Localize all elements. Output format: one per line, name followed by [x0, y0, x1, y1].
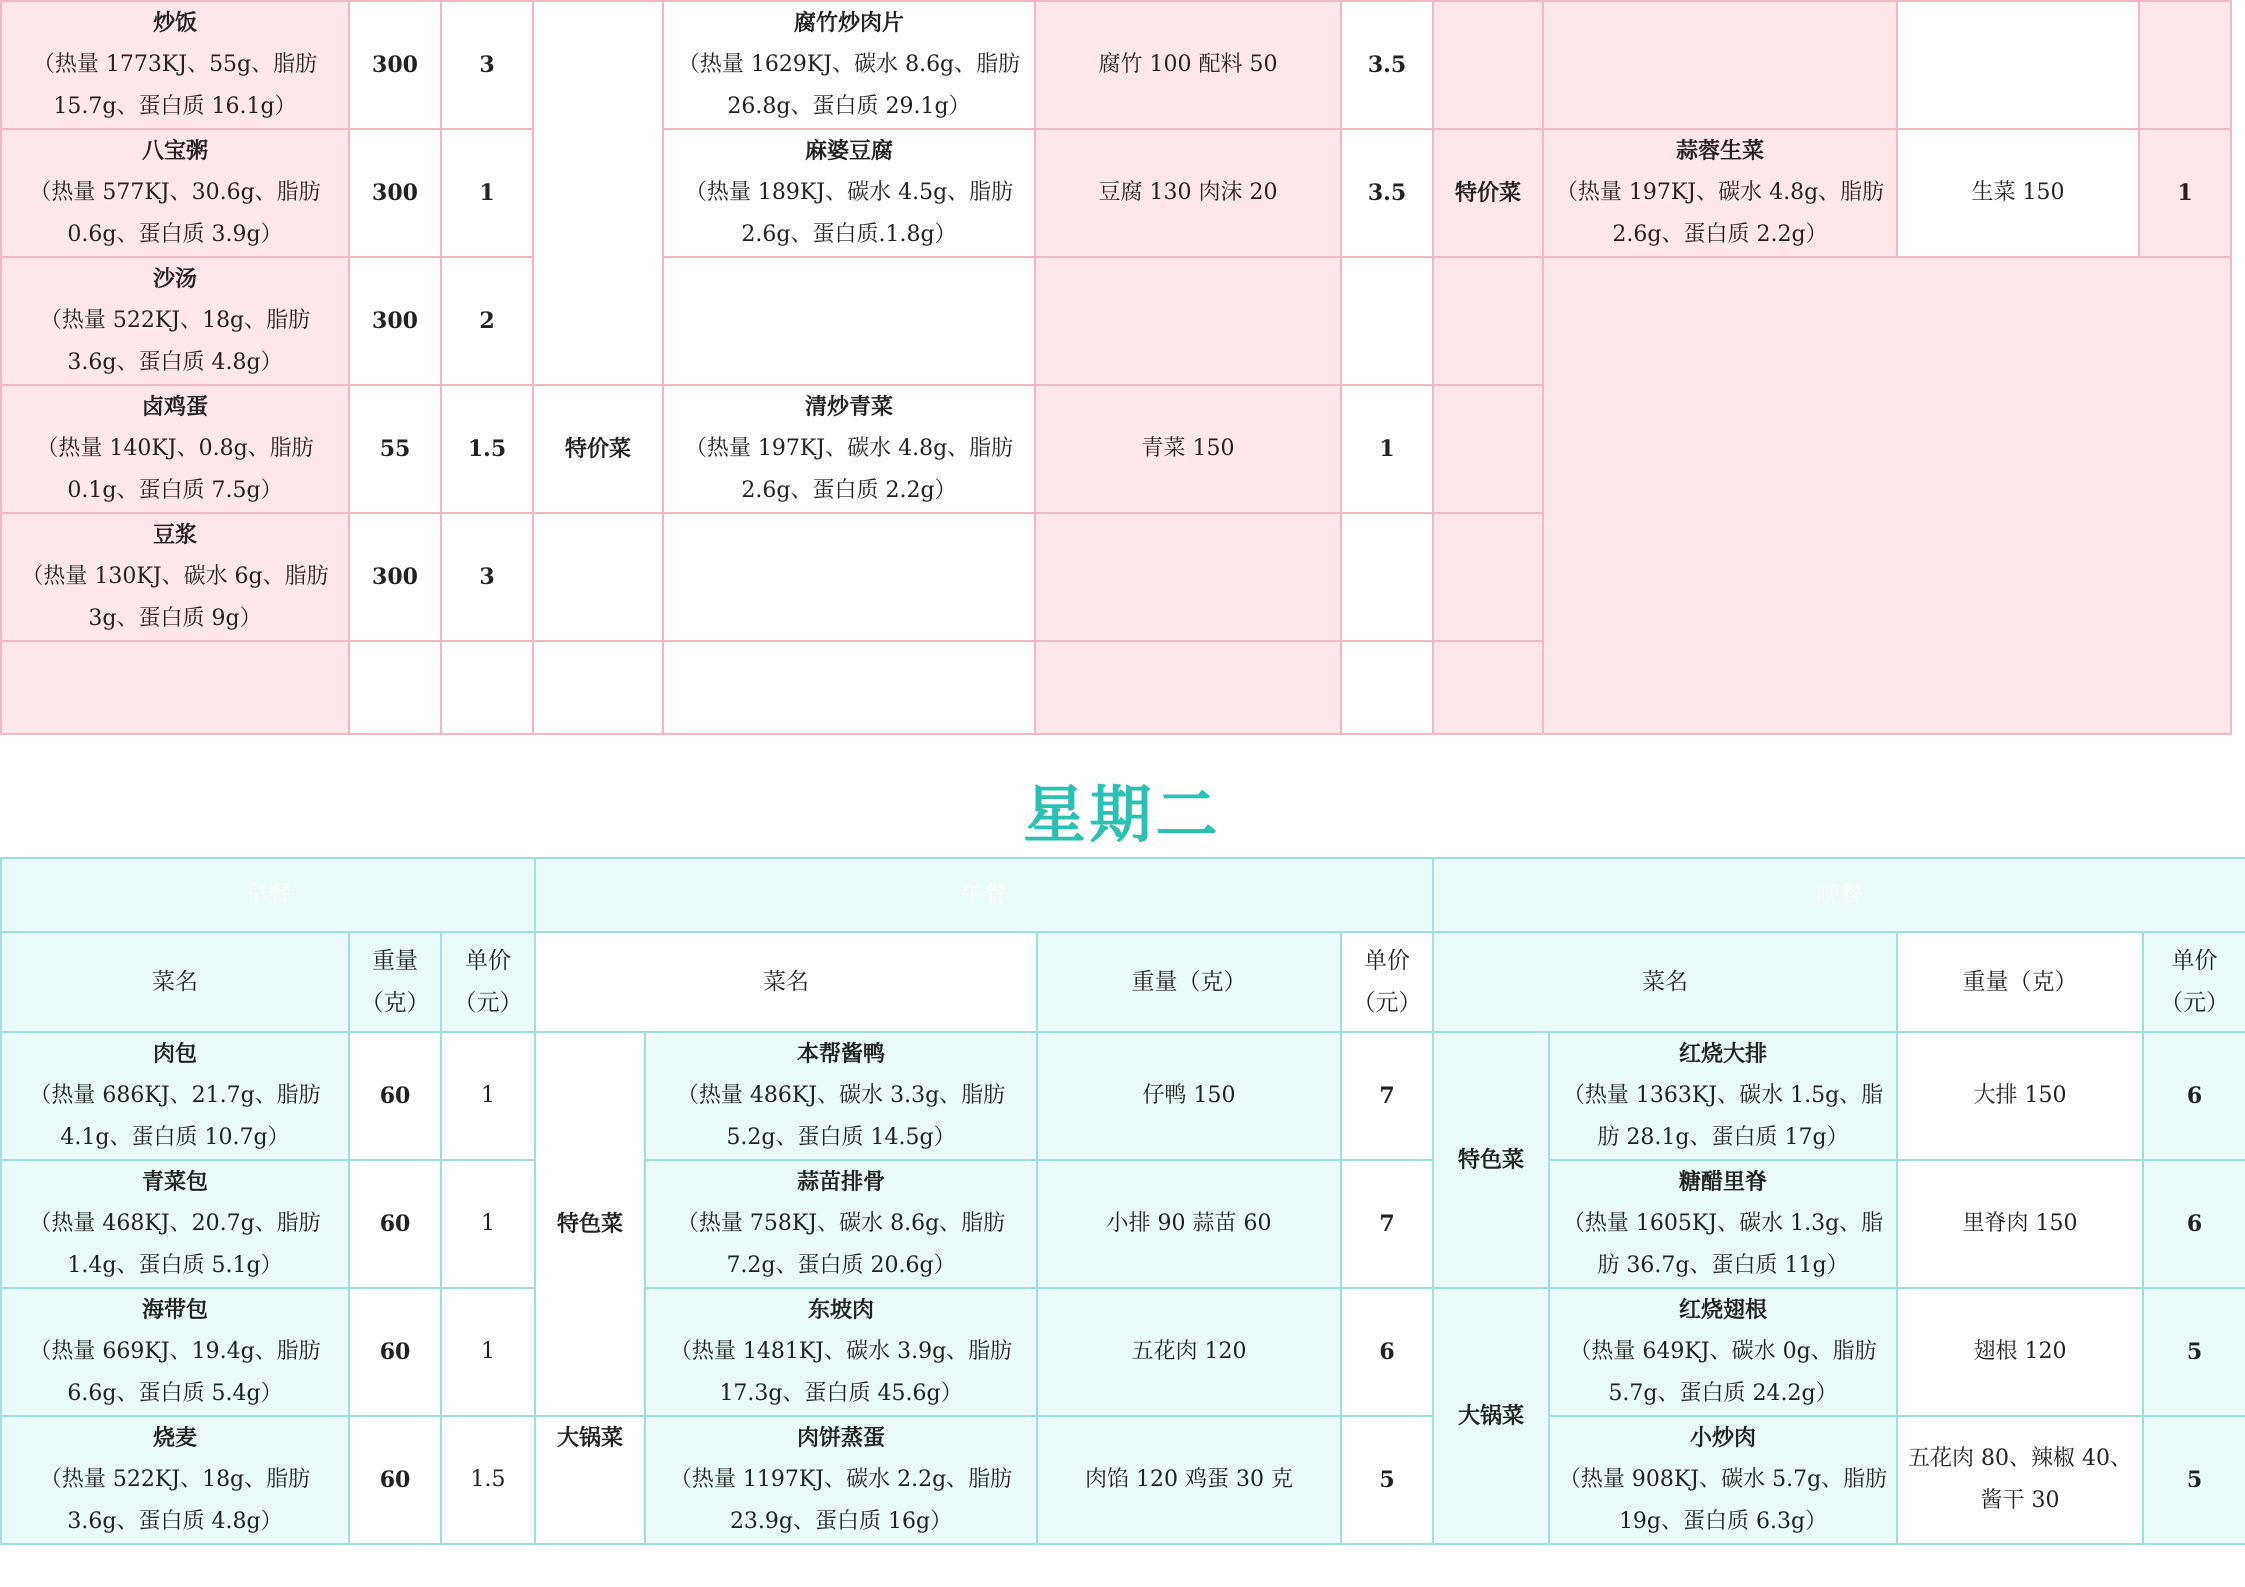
lunch-price-empty — [1341, 641, 1433, 734]
dinner-category-empty — [1433, 641, 1543, 734]
col-price: 单价（元） — [1341, 932, 1433, 1032]
breakfast-weight: 60 — [349, 1416, 441, 1544]
dish-name: 糖醋里脊 — [1679, 1169, 1768, 1195]
lunch-price: 5 — [1341, 1416, 1433, 1544]
dinner-category-empty — [1433, 257, 1543, 385]
table-row — [1, 1416, 2245, 1544]
nutrition-info: （热量 197KJ、碳水 4.8g、脂肪 2.6g、蛋白质 2.2g） — [1555, 180, 1885, 247]
dish-name: 蒜蓉生菜 — [1675, 138, 1764, 164]
column-header-row — [1, 932, 2245, 1032]
nutrition-info: （热量 197KJ、碳水 4.8g、脂肪 2.6g、蛋白质 2.2g） — [684, 436, 1014, 503]
lunch-price: 7 — [1341, 1032, 1433, 1160]
dish-name: 豆浆 — [152, 522, 197, 548]
lunch-dish-empty — [663, 641, 1035, 734]
dish-name: 肉饼蒸蛋 — [797, 1425, 886, 1451]
table-row — [1, 1032, 2245, 1160]
breakfast-price: 1 — [441, 1032, 535, 1160]
lunch-header: 午餐 — [535, 858, 1433, 932]
breakfast-dish — [1, 1032, 349, 1160]
lunch-dish-empty — [663, 513, 1035, 641]
lunch-category: 特色菜 — [535, 1032, 645, 1416]
breakfast-price: 1.5 — [441, 385, 533, 513]
lunch-weight: 肉馅 120 鸡蛋 30 克 — [1037, 1416, 1341, 1544]
dinner-weight: 翅根 120 — [1897, 1288, 2143, 1416]
breakfast-weight: 300 — [349, 129, 441, 257]
breakfast-dish — [1, 257, 349, 385]
col-dish: 菜名 — [535, 932, 1037, 1032]
lunch-weight-empty — [1035, 641, 1341, 734]
nutrition-info: （热量 189KJ、碳水 4.5g、脂肪 2.6g、蛋白质.1.8g） — [684, 180, 1014, 247]
lunch-dish — [645, 1416, 1037, 1544]
lunch-dish — [645, 1032, 1037, 1160]
lunch-dish — [645, 1160, 1037, 1288]
breakfast-weight: 300 — [349, 513, 441, 641]
dinner-category: 大锅菜 — [1433, 1288, 1549, 1544]
breakfast-price: 2 — [441, 257, 533, 385]
dinner-dish — [1543, 129, 1897, 257]
dinner-category: 特色菜 — [1433, 1032, 1549, 1288]
breakfast-weight: 60 — [349, 1032, 441, 1160]
breakfast-dish — [1, 129, 349, 257]
dish-name: 海带包 — [141, 1297, 208, 1323]
dinner-price: 6 — [2143, 1160, 2245, 1288]
breakfast-price: 1.5 — [441, 1416, 535, 1544]
day-title: 星期二 — [1023, 778, 1222, 851]
dish-name: 八宝粥 — [141, 138, 208, 164]
breakfast-header: 早餐 — [1, 858, 535, 932]
nutrition-info: （热量 522KJ、18g、脂肪 3.6g、蛋白质 4.8g） — [39, 308, 311, 375]
nutrition-info: （热量 908KJ、碳水 5.7g、脂肪 19g、蛋白质 6.3g） — [1558, 1467, 1888, 1534]
nutrition-info: （热量 1629KJ、碳水 8.6g、脂肪 26.8g、蛋白质 29.1g） — [677, 52, 1021, 119]
col-price: 单价（元） — [441, 932, 535, 1032]
nutrition-info: （热量 1197KJ、碳水 2.2g、脂肪 23.9g、蛋白质 16g） — [669, 1467, 1013, 1534]
dish-name: 炒饭 — [152, 10, 197, 36]
dish-name: 红烧翅根 — [1679, 1297, 1768, 1323]
dish-name: 清炒青菜 — [804, 394, 893, 420]
dinner-header: 晚餐 — [1433, 858, 2245, 932]
lunch-price-empty — [1341, 513, 1433, 641]
dinner-empty-area — [1543, 257, 2231, 734]
breakfast-dish-empty — [1, 641, 349, 734]
lunch-weight-empty — [1035, 513, 1341, 641]
nutrition-info: （热量 140KJ、0.8g、脂肪 0.1g、蛋白质 7.5g） — [36, 436, 314, 503]
nutrition-info: （热量 669KJ、19.4g、脂肪 6.6g、蛋白质 5.4g） — [29, 1339, 321, 1406]
breakfast-dish — [1, 1416, 349, 1544]
monday-menu-table — [0, 0, 2232, 735]
dinner-dish — [1549, 1288, 1897, 1416]
table-row — [1, 257, 2231, 385]
lunch-price: 7 — [1341, 1160, 1433, 1288]
dinner-category: 特价菜 — [1433, 129, 1543, 257]
dish-name: 腐竹炒肉片 — [793, 10, 904, 36]
dish-name: 卤鸡蛋 — [141, 394, 208, 420]
lunch-price: 6 — [1341, 1288, 1433, 1416]
breakfast-price: 1 — [441, 1288, 535, 1416]
dish-name: 小炒肉 — [1690, 1425, 1757, 1451]
nutrition-info: （热量 649KJ、碳水 0g、脂肪 5.7g、蛋白质 24.2g） — [1569, 1339, 1877, 1406]
lunch-category: 特价菜 — [533, 385, 663, 513]
breakfast-weight: 55 — [349, 385, 441, 513]
dinner-category-empty — [1433, 385, 1543, 513]
lunch-category-empty — [533, 641, 663, 734]
dinner-price: 5 — [2143, 1416, 2245, 1544]
breakfast-weight: 300 — [349, 257, 441, 385]
nutrition-info: （热量 1773KJ、55g、脂肪 15.7g、蛋白质 16.1g） — [32, 52, 318, 119]
breakfast-price: 1 — [441, 1160, 535, 1288]
breakfast-dish — [1, 385, 349, 513]
tuesday-menu-table — [0, 857, 2245, 1545]
nutrition-info: （热量 522KJ、18g、脂肪 3.6g、蛋白质 4.8g） — [39, 1467, 311, 1534]
table-row — [1, 129, 2231, 257]
breakfast-price-empty — [441, 641, 533, 734]
lunch-weight-empty — [1035, 257, 1341, 385]
dish-name: 东坡肉 — [808, 1297, 875, 1323]
dinner-price-empty — [2139, 1, 2231, 129]
dish-name: 红烧大排 — [1679, 1041, 1768, 1067]
breakfast-price: 1 — [441, 129, 533, 257]
lunch-dish-empty — [663, 257, 1035, 385]
lunch-dish — [645, 1288, 1037, 1416]
col-price: 单价（元） — [2143, 932, 2245, 1032]
lunch-price: 3.5 — [1341, 129, 1433, 257]
breakfast-weight: 300 — [349, 1, 441, 129]
lunch-dish — [663, 385, 1035, 513]
breakfast-weight-empty — [349, 641, 441, 734]
col-weight: 重量（克） — [1897, 932, 2143, 1032]
breakfast-dish — [1, 1288, 349, 1416]
col-weight: 重量（克） — [1037, 932, 1341, 1032]
lunch-category: 大锅菜 — [535, 1416, 645, 1544]
breakfast-dish — [1, 1160, 349, 1288]
nutrition-info: （热量 1481KJ、碳水 3.9g、脂肪 17.3g、蛋白质 45.6g） — [669, 1339, 1013, 1406]
dinner-dish — [1549, 1032, 1897, 1160]
lunch-dish — [663, 129, 1035, 257]
dinner-weight-empty — [1897, 1, 2139, 129]
dinner-weight: 五花肉 80、辣椒 40、酱干 30 — [1897, 1416, 2143, 1544]
dinner-price: 1 — [2139, 129, 2231, 257]
dinner-weight: 大排 150 — [1897, 1032, 2143, 1160]
dish-name: 蒜苗排骨 — [797, 1169, 886, 1195]
lunch-weight: 腐竹 100 配料 50 — [1035, 1, 1341, 129]
col-weight: 重量（克） — [349, 932, 441, 1032]
col-dish: 菜名 — [1433, 932, 1897, 1032]
lunch-price-empty — [1341, 257, 1433, 385]
nutrition-info: （热量 130KJ、碳水 6g、脂肪 3g、蛋白质 9g） — [21, 564, 329, 631]
nutrition-info: （热量 468KJ、20.7g、脂肪 1.4g、蛋白质 5.1g） — [29, 1211, 321, 1278]
lunch-weight: 小排 90 蒜苗 60 — [1037, 1160, 1341, 1288]
dish-name: 本帮酱鸭 — [797, 1041, 886, 1067]
dinner-dish-empty — [1543, 1, 1897, 129]
lunch-weight: 五花肉 120 — [1037, 1288, 1341, 1416]
nutrition-info: （热量 1605KJ、碳水 1.3g、脂肪 36.7g、蛋白质 11g） — [1562, 1211, 1884, 1278]
breakfast-dish — [1, 1, 349, 129]
nutrition-info: （热量 486KJ、碳水 3.3g、脂肪 5.2g、蛋白质 14.5g） — [676, 1083, 1006, 1150]
table-row — [1, 1160, 2245, 1288]
lunch-category-empty — [533, 513, 663, 641]
lunch-price: 3.5 — [1341, 1, 1433, 129]
nutrition-info: （热量 577KJ、30.6g、脂肪 0.6g、蛋白质 3.9g） — [29, 180, 321, 247]
dish-name: 青菜包 — [141, 1169, 208, 1195]
dinner-price: 6 — [2143, 1032, 2245, 1160]
lunch-weight: 仔鸭 150 — [1037, 1032, 1341, 1160]
nutrition-info: （热量 758KJ、碳水 8.6g、脂肪 7.2g、蛋白质 20.6g） — [676, 1211, 1006, 1278]
lunch-weight: 豆腐 130 肉沫 20 — [1035, 129, 1341, 257]
lunch-category-empty — [533, 1, 663, 385]
breakfast-price: 3 — [441, 513, 533, 641]
dinner-category-empty — [1433, 1, 1543, 129]
table-row — [1, 1288, 2245, 1416]
breakfast-weight: 60 — [349, 1160, 441, 1288]
breakfast-dish — [1, 513, 349, 641]
lunch-price: 1 — [1341, 385, 1433, 513]
table-row — [1, 1, 2231, 129]
nutrition-info: （热量 1363KJ、碳水 1.5g、脂肪 28.1g、蛋白质 17g） — [1562, 1083, 1884, 1150]
dish-name: 烧麦 — [152, 1425, 197, 1451]
meal-header-row — [1, 858, 2245, 932]
col-dish: 菜名 — [1, 932, 349, 1032]
dinner-dish — [1549, 1160, 1897, 1288]
dish-name: 沙汤 — [152, 266, 197, 292]
breakfast-price: 3 — [441, 1, 533, 129]
dish-name: 肉包 — [152, 1041, 197, 1067]
dinner-price: 5 — [2143, 1288, 2245, 1416]
lunch-dish — [663, 1, 1035, 129]
dinner-dish — [1549, 1416, 1897, 1544]
dish-name: 麻婆豆腐 — [804, 138, 893, 164]
dinner-weight: 里脊肉 150 — [1897, 1160, 2143, 1288]
lunch-weight: 青菜 150 — [1035, 385, 1341, 513]
dinner-weight: 生菜 150 — [1897, 129, 2139, 257]
nutrition-info: （热量 686KJ、21.7g、脂肪 4.1g、蛋白质 10.7g） — [29, 1083, 321, 1150]
dinner-category-empty — [1433, 513, 1543, 641]
breakfast-weight: 60 — [349, 1288, 441, 1416]
